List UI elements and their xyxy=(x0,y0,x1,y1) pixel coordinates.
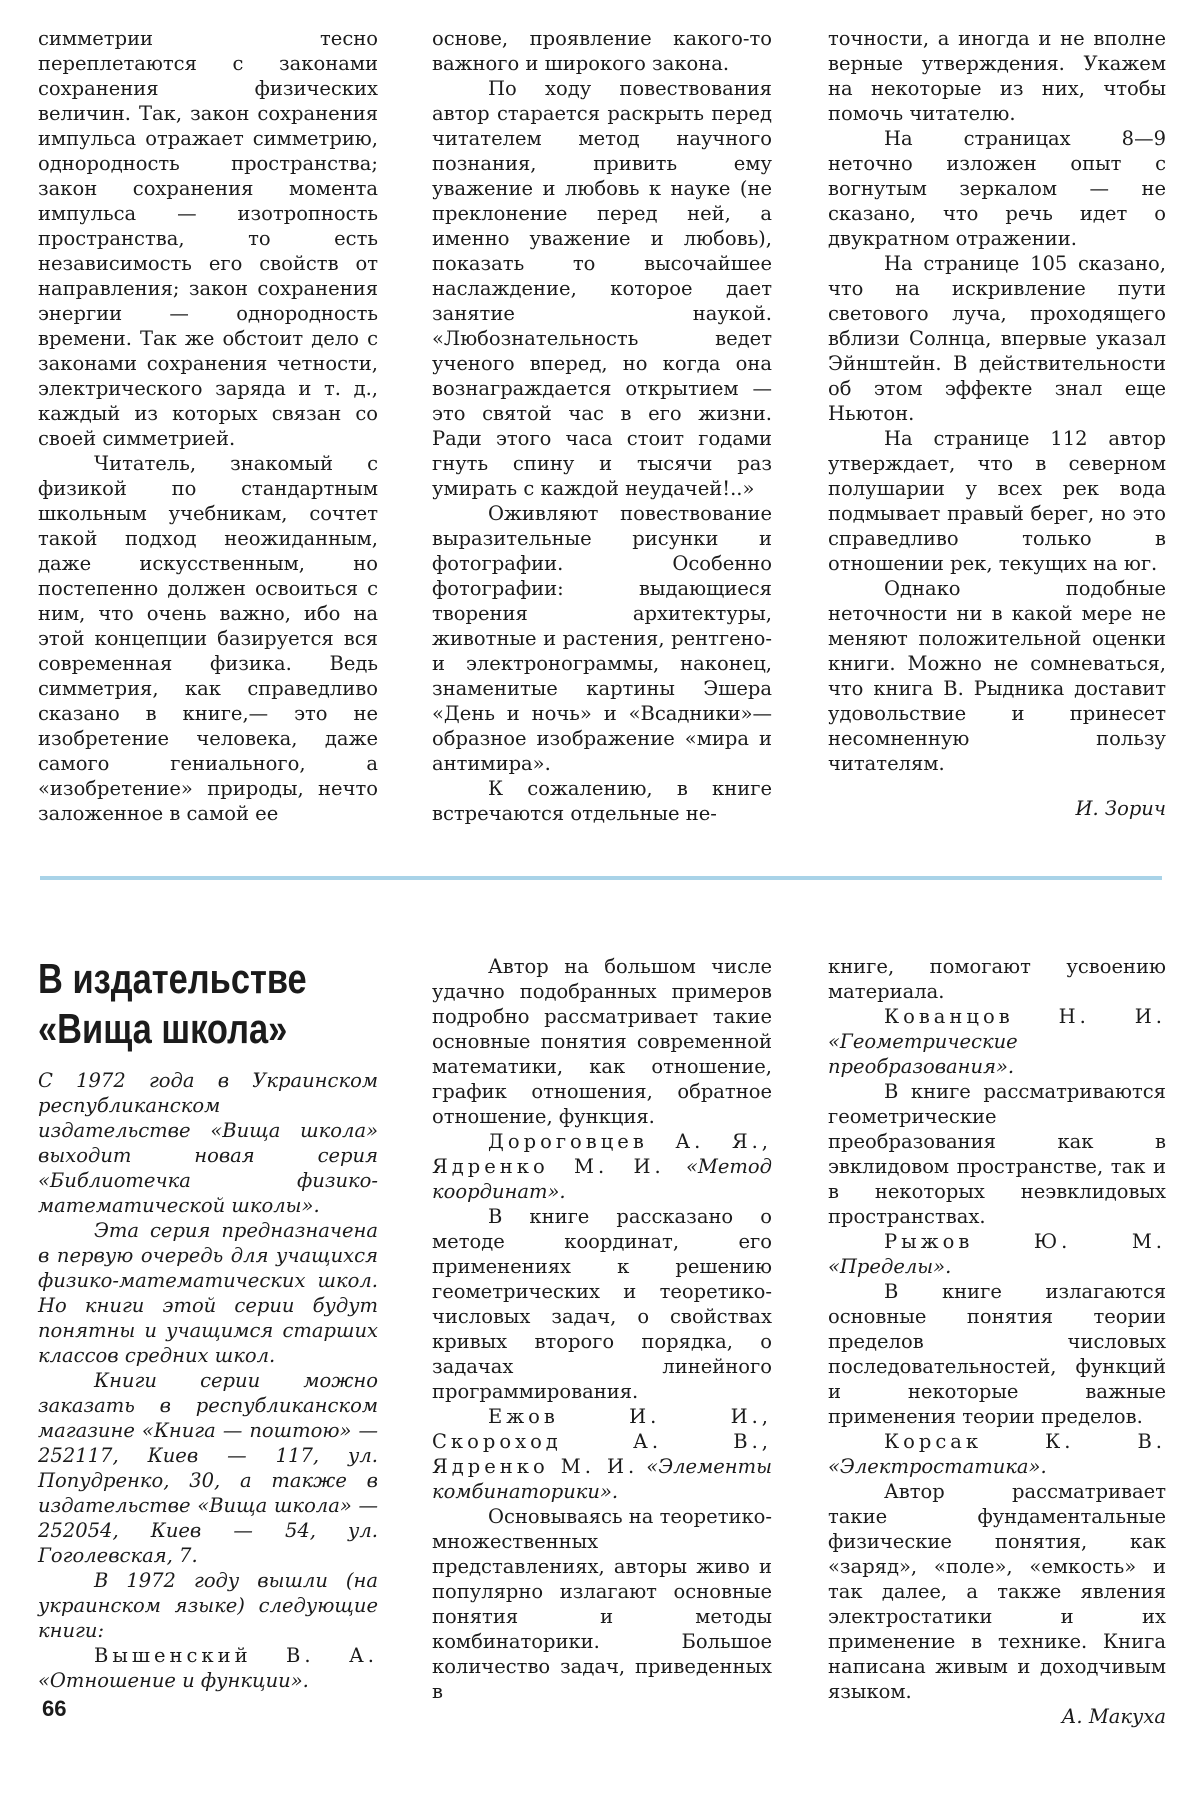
article-column-1 xyxy=(38,954,378,1693)
article-paragraph: Автор рассматривает такие фундаментальные физические понятия, как «заряд», «поле», «емкость» и так далее, а также явления электростатики и их применение в технике. Книга написана живым и доходчивым языком. xyxy=(828,1480,1166,1703)
book-author: Дороговцев А. Я., Ядренко М. И. xyxy=(432,1130,772,1178)
book-title: «Элементы комбинаторики». xyxy=(432,1455,773,1503)
review-paragraph: На странице 112 автор утверждает, что в северном полушарии у всех рек вода подмывает правый берег, но это справедливо только в отношении рек, текущих на юг. xyxy=(828,427,1166,575)
article-paragraph: Основываясь на теоретико-множественных представлениях, авторы живо и популярно излагают основные понятия и методы комбинаторики. Большое количество задач, приведенных в xyxy=(432,1505,772,1703)
article-paragraph: Книги серии можно заказать в республиканском магазине «Книга — поштою» — 252117, Киев — 117, ул. Попудренко, 30, а также в издательстве «Вища школа» — 252054, Киев — 54, ул. Гоголевская, 7. xyxy=(38,1369,378,1567)
article-paragraph: Автор на большом числе удачно подобранных примеров подробно рассматривает такие основные понятия современной математики, как отношение, график отношения, обратное отношение, функция. xyxy=(432,955,772,1128)
review-paragraph: симметрии тесно переплетаются с законами сохранения физических величин. Так, закон сохранения импульса отражает симметрию, однородность пространства; закон сохранения момента импульса — изотропность пространства, то есть независимость его свойств от направления; закон сохранения энергии — однородность времени. Так же обстоит дело с законами сохранения четности, электрического заряда и т. д., каждый из которых связан со своей симметрией. xyxy=(38,27,378,450)
article-paragraph: книге, помогают усвоению материала. xyxy=(828,955,1166,1003)
book-title: «Пределы». xyxy=(828,1255,952,1278)
book-entry xyxy=(432,1404,772,1504)
book-author: Корсак К. В. xyxy=(884,1430,1166,1453)
book-entry xyxy=(828,1229,1166,1279)
book-author: Рыжов Ю. М. xyxy=(884,1230,1166,1253)
article-column-3 xyxy=(828,954,1166,1729)
review-column-1 xyxy=(38,26,378,826)
book-entry xyxy=(38,1643,378,1693)
book-author: Кованцов Н. И. xyxy=(884,1005,1166,1028)
article-column-2 xyxy=(432,954,772,1704)
article-paragraph: В книге рассказано о методе координат, его применениях к решению геометрических и теоретико-числовых задач, о свойствах кривых второго порядка, о задачах линейного программирования. xyxy=(432,1205,772,1403)
review-signature: И. Зорич xyxy=(1075,797,1166,820)
article-signature: А. Макуха xyxy=(1061,1705,1166,1728)
review-paragraph: На странице 105 сказано, что на искривление пути светового луча, проходящего вблизи Солнца, впервые указал Эйнштейн. В действительности об этом эффекте знал еще Ньютон. xyxy=(828,252,1166,425)
article-paragraph: В книге рассматриваются геометрические преобразования как в эвклидовом пространстве, так и в некоторых неэвклидовых пространствах. xyxy=(828,1080,1166,1228)
review-paragraph: Однако подобные неточности ни в какой мере не меняют положительной оценки книги. Можно не сомневаться, что книга В. Рыдника доставит удовольствие и принесет несомненную пользу читателям. xyxy=(828,577,1166,775)
book-author: Ежов И. И., Скороход А. В., Ядренко М. И. xyxy=(432,1405,772,1478)
review-paragraph: точности, а иногда и не вполне верные утверждения. Укажем на некоторые из них, чтобы помочь читателю. xyxy=(828,27,1166,125)
article-paragraph: В 1972 году вышли (на украинском языке) следующие книги: xyxy=(38,1569,378,1642)
section-divider xyxy=(40,876,1162,880)
article-title-line-2: «Вища школа» xyxy=(38,1005,288,1052)
book-title: «Отношение и функции». xyxy=(38,1669,309,1692)
article-title xyxy=(38,954,382,1054)
book-title: «Геометрические преобразования». xyxy=(828,1030,1018,1078)
review-paragraph: На страницах 8—9 неточно изложен опыт с вогнутым зеркалом — не сказано, что речь идет о двукратном отражении. xyxy=(828,127,1166,250)
article-paragraph: Эта серия предназначена в первую очередь для учащихся физико-математических школ. Но книги этой серии будут понятны и учащимся старших классов средних школ. xyxy=(38,1219,378,1367)
review-column-2 xyxy=(432,26,772,826)
article-title-line-1: В издательстве xyxy=(38,955,307,1002)
book-title: «Электростатика». xyxy=(828,1455,1047,1478)
article-paragraph: С 1972 года в Украинском республиканском издательстве «Вища школа» выходит новая серия «Библиотечка физико-математической школы». xyxy=(38,1069,378,1217)
article-paragraph: В книге излагаются основные понятия теории пределов числовых последовательностей, функций и некоторые важные применения теории пределов. xyxy=(828,1280,1166,1428)
review-paragraph: К сожалению, в книге встречаются отдельные не- xyxy=(432,777,772,825)
review-paragraph: Читатель, знакомый с физикой по стандартным школьным учебникам, сочтет такой подход неожиданным, даже искусственным, но постепенно должен освоиться с ним, что очень важно, ибо на этой концепции базируется вся современная физика. Ведь симметрия, как справедливо сказано в книге,— это не изобретение человека, даже самого гениального, а «изобретение» природы, нечто заложенное в самой ее xyxy=(38,452,378,825)
page-number: 66 xyxy=(42,1696,67,1721)
book-title: «Метод координат». xyxy=(432,1155,773,1203)
book-author: Вышенский В. А. xyxy=(94,1644,378,1667)
book-entry xyxy=(828,1429,1166,1479)
review-paragraph: Оживляют повествование выразительные рисунки и фотографии. Особенно фотографии: выдающиеся творения архитектуры, животные и растения, рентгено- и электронограммы, наконец, знаменитые картины Эшера «День и ночь» и «Всадники»— образное изображение «мира и антимира». xyxy=(432,502,772,775)
review-column-3 xyxy=(828,26,1166,821)
book-entry xyxy=(432,1129,772,1204)
review-paragraph: По ходу повествования автор старается раскрыть перед читателем метод научного познания, привить ему уважение и любовь к науке (не преклонение перед ней, а именно уважение и любовь), показать то высочайшее наслаждение, которое дает занятие наукой. «Любознательность ведет ученого вперед, но когда она вознаграждается открытием — это святой час в его жизни. Ради этого часа стоит годами гнуть спину и тысячи раз умирать с каждой неудачей!..» xyxy=(432,77,772,500)
review-paragraph: основе, проявление какого-то важного и широкого закона. xyxy=(432,27,772,75)
book-entry xyxy=(828,1004,1166,1079)
